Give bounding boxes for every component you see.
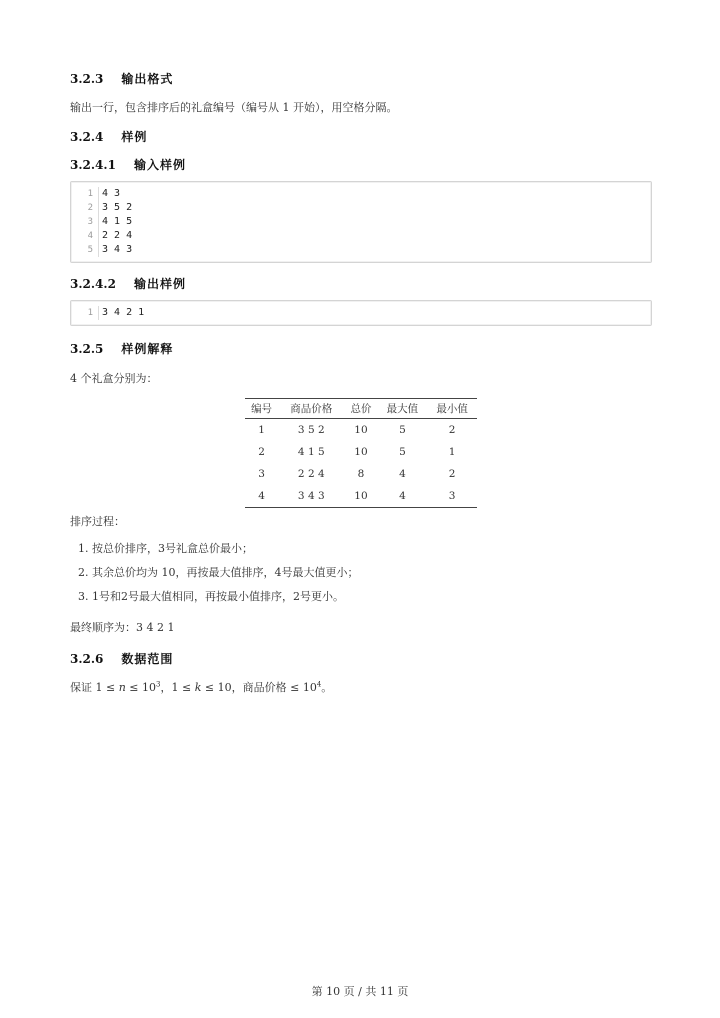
table-cell: 2 2 4 [297,468,325,480]
code-line [71,215,651,229]
table-row [245,463,477,485]
heading-title: 输出格式 [121,72,174,86]
code-text: 2 2 4 [102,230,133,241]
heading-title: 输入样例 [133,158,186,172]
list-item: 2. 其余总价均为 10，再按最大值排序，4号最大值更小； [92,561,359,585]
sample-explanation-intro: 4 个礼盒分别为： [70,372,158,385]
line-number: 4 [87,231,93,241]
table-cell: 10 [344,485,377,508]
heading-number: 3.2.4.2 [70,277,116,291]
table-cell: 3 4 3 [278,485,344,508]
constraint-separator: ， [160,681,172,694]
heading-number: 3.2.4 [70,130,104,144]
constraint-price-text: ，商品价格 ≤ 10 [231,681,317,694]
final-order-value: 3 4 2 1 [136,621,175,634]
table-header: 编号 [245,399,278,419]
constraint-n-left: 1 ≤ [95,681,119,694]
code-text: 4 3 [102,188,121,199]
table-cell: 2 [448,468,456,480]
sort-steps-list [70,537,359,609]
line-number: 5 [87,245,93,255]
heading-3-2-5 [70,340,173,357]
table-header: 总价 [344,399,377,419]
line-number: 1 [87,308,93,318]
table-cell: 4 [399,468,406,480]
table-header: 商品价格 [278,399,344,419]
table-cell: 1 [258,424,265,436]
code-text: 3 4 3 [102,244,133,255]
final-order-line [70,619,174,635]
code-line [71,243,651,257]
line-number: 2 [87,203,93,213]
heading-number: 3.2.4.1 [70,158,116,172]
table-row [245,441,477,463]
constraint-n-var: n [118,681,126,694]
gift-box-table [245,398,477,508]
constraint-k-var: k [194,681,202,694]
list-item: 1. 按总价排序，3号礼盒总价最小； [92,537,359,561]
heading-3-2-6 [70,650,173,667]
table-cell: 10 [354,424,368,436]
table-header: 最大值 [378,399,428,419]
heading-title: 数据范围 [121,652,174,666]
page-footer: 第 10 页 / 共 11 页 [311,985,409,998]
heading-title: 样例 [121,130,148,144]
table-cell: 10 [354,446,368,458]
table-cell: 4 1 5 [297,446,325,458]
code-text: 4 1 5 [102,216,133,227]
heading-3-2-4-1 [70,156,186,173]
code-line [71,187,651,201]
heading-3-2-4 [70,128,147,145]
table-cell: 8 [357,468,365,480]
heading-3-2-3 [70,70,173,87]
heading-number: 3.2.6 [70,652,104,666]
final-order-label: 最终顺序为： [70,621,136,634]
constraint-k-right: ≤ 10 [201,681,232,694]
table-header-row [245,399,477,419]
data-range-text [70,679,332,695]
code-line [71,201,651,215]
constraint-n-exponent: 3 [156,680,161,689]
table-header: 最小值 [427,399,477,419]
table-cell: 3 5 2 [297,424,325,436]
heading-title: 样例解释 [121,342,174,356]
table-cell: 4 [245,485,278,508]
constraint-end: 。 [321,681,333,694]
output-format-text: 输出一行，包含排序后的礼盒编号（编号从 1 开始），用空格分隔。 [70,101,398,114]
list-item: 3. 1号和2号最大值相同，再按最小值排序，2号更小。 [92,585,359,609]
table-cell: 2 [258,446,265,458]
heading-3-2-4-2 [70,275,186,292]
heading-number: 3.2.5 [70,342,104,356]
output-sample-code-block [70,300,652,326]
constraint-price-exponent: 4 [316,680,322,689]
table-cell: 5 [399,446,406,458]
sort-process-label: 排序过程： [70,515,125,528]
line-number: 1 [87,189,93,199]
heading-number: 3.2.3 [70,72,104,86]
code-line [71,229,651,243]
code-line [71,306,651,320]
table-row [245,419,477,442]
heading-title: 输出样例 [133,277,186,291]
constraint-k-left: 1 ≤ [171,681,195,694]
input-sample-code-block [70,181,652,263]
data-range-prefix: 保证 [70,681,92,694]
table-cell: 3 [258,468,265,480]
code-text: 3 5 2 [102,202,133,213]
table-cell: 3 [427,485,477,508]
table-cell: 1 [448,446,456,458]
table-row [245,485,477,508]
table-cell: 5 [399,424,406,436]
line-number: 3 [87,217,93,227]
code-text: 3 4 2 1 [102,307,145,318]
table-cell: 2 [448,424,456,436]
table-cell: 4 [378,485,428,508]
constraint-n-right: ≤ 10 [125,681,157,694]
